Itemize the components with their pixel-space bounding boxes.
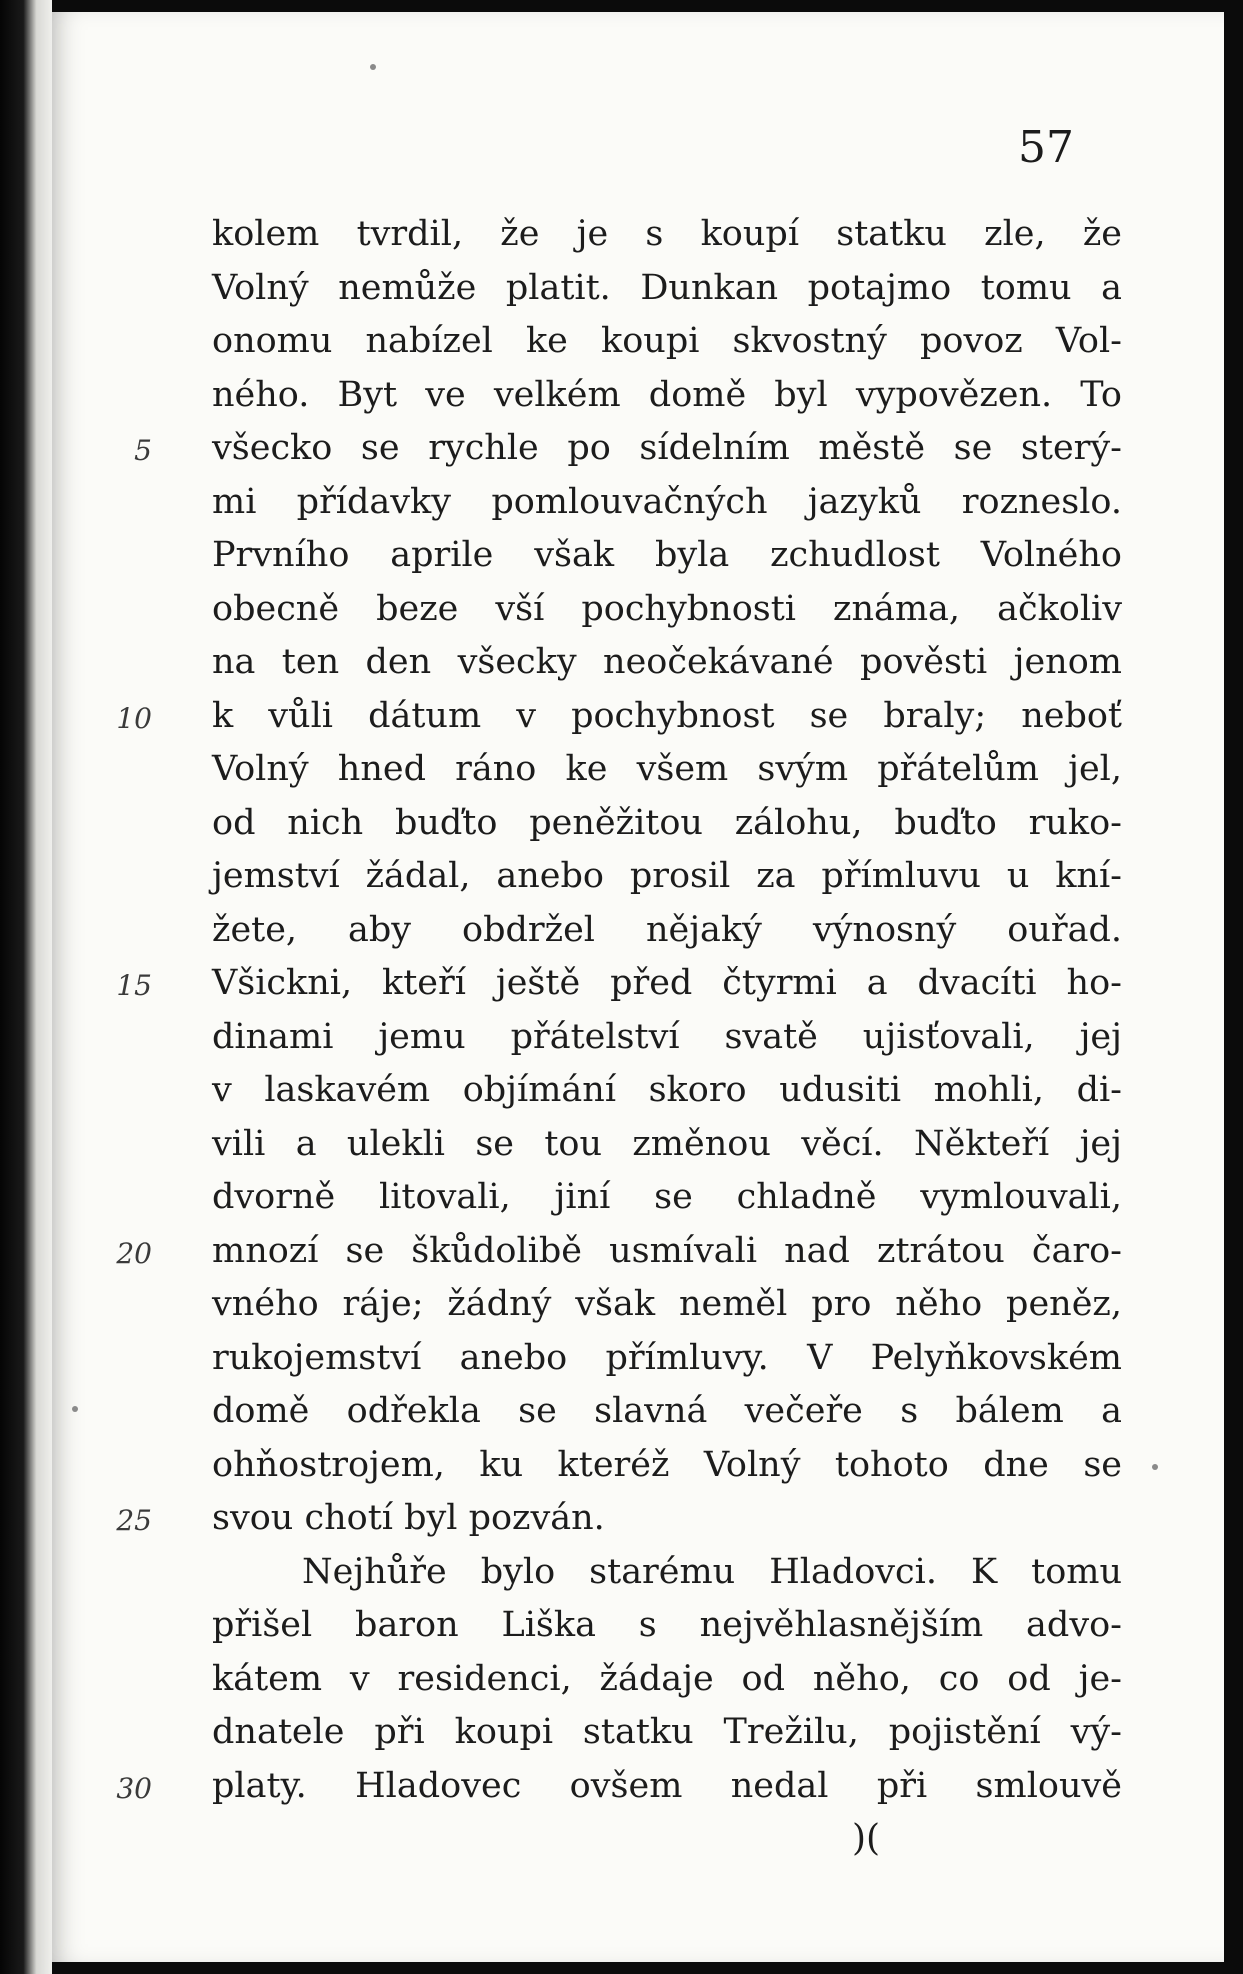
catchword-mark: )(	[852, 1818, 881, 1859]
text-line: na ten den všecky neočekávané pověsti jenom	[212, 642, 1122, 682]
text-line: jemství žádal, anebo prosil za přímluvu u kní-	[212, 856, 1122, 896]
text-line: ného. Byt ve velkém domě byl vypovězen. To	[212, 374, 1122, 415]
text-line: domě odřekla se slavná večeře s bálem a	[212, 1391, 1122, 1431]
text-line: vili a ulekli se tou změnou věcí. Někteří jej	[212, 1123, 1122, 1164]
text-line: onomu nabízel ke koupi skvostný povoz Vol-	[212, 321, 1122, 361]
text-line: ohňostrojem, ku kteréž Volný tohoto dne se	[212, 1444, 1122, 1485]
text-line: kolem tvrdil, že je s koupí statku zle, že	[212, 214, 1122, 254]
book-page	[52, 12, 1224, 1962]
page-number: 57	[1018, 122, 1074, 173]
text-line: kátem v residenci, žádaje od něho, co od je-	[212, 1658, 1122, 1699]
text-line: všecko se rychle po sídelním městě se sterý-	[212, 428, 1122, 468]
text-line: mi přídavky pomlouvačných jazyků rozneslo.	[212, 481, 1122, 522]
text-line: obecně beze vší pochybnosti známa, ačkoliv	[212, 588, 1122, 629]
margin-line-number: 20	[116, 1237, 152, 1270]
text-line: dnatele při koupi statku Trežilu, pojistění vý-	[212, 1712, 1122, 1752]
text-line: platy. Hladovec ovšem nedal při smlouvě	[212, 1765, 1122, 1806]
text-line: v laskavém objímání skoro udusiti mohli, di-	[212, 1070, 1122, 1110]
body-text	[212, 208, 1122, 1813]
text-line: rukojemství anebo přímluvy. V Pelyňkovském	[212, 1337, 1122, 1378]
margin-line-number: 15	[116, 969, 152, 1002]
text-line: žete, aby obdržel nějaký výnosný ouřad.	[212, 909, 1122, 950]
text-line: Volný hned ráno ke všem svým přátelům jel,	[212, 749, 1122, 789]
margin-line-number: 10	[116, 702, 152, 735]
margin-line-number: 5	[134, 434, 152, 467]
paper-speck	[72, 1406, 78, 1412]
text-line: k vůli dátum v pochybnost se braly; neboť	[212, 695, 1122, 736]
text-line: vného ráje; žádný však neměl pro něho peněz,	[212, 1284, 1122, 1324]
margin-line-number: 30	[116, 1772, 152, 1805]
paper-speck	[370, 64, 376, 70]
paragraph-first-line: Nejhůře bylo starému Hladovci. K tomu	[302, 1551, 1122, 1592]
text-line: Všickni, kteří ještě před čtyrmi a dvacíti ho-	[212, 963, 1122, 1003]
book-gutter-edge	[0, 0, 52, 1974]
text-line: dvorně litovali, jiní se chladně vymlouvali,	[212, 1177, 1122, 1217]
text-line: od nich buďto peněžitou zálohu, buďto ruko-	[212, 802, 1122, 843]
text-line: svou chotí byl pozván.	[212, 1498, 605, 1538]
margin-line-number: 25	[116, 1504, 152, 1537]
paper-speck	[1152, 1464, 1158, 1470]
text-line: přišel baron Liška s nejvěhlasnějším advo-	[212, 1605, 1122, 1645]
text-line: dinami jemu přátelství svatě ujisťovali, jej	[212, 1016, 1122, 1057]
text-line: Prvního aprile však byla zchudlost Volného	[212, 535, 1122, 575]
text-line: Volný nemůže platit. Dunkan potajmo tomu a	[212, 267, 1122, 308]
text-line: mnozí se škůdolibě usmívali nad ztrátou čaro-	[212, 1230, 1122, 1271]
